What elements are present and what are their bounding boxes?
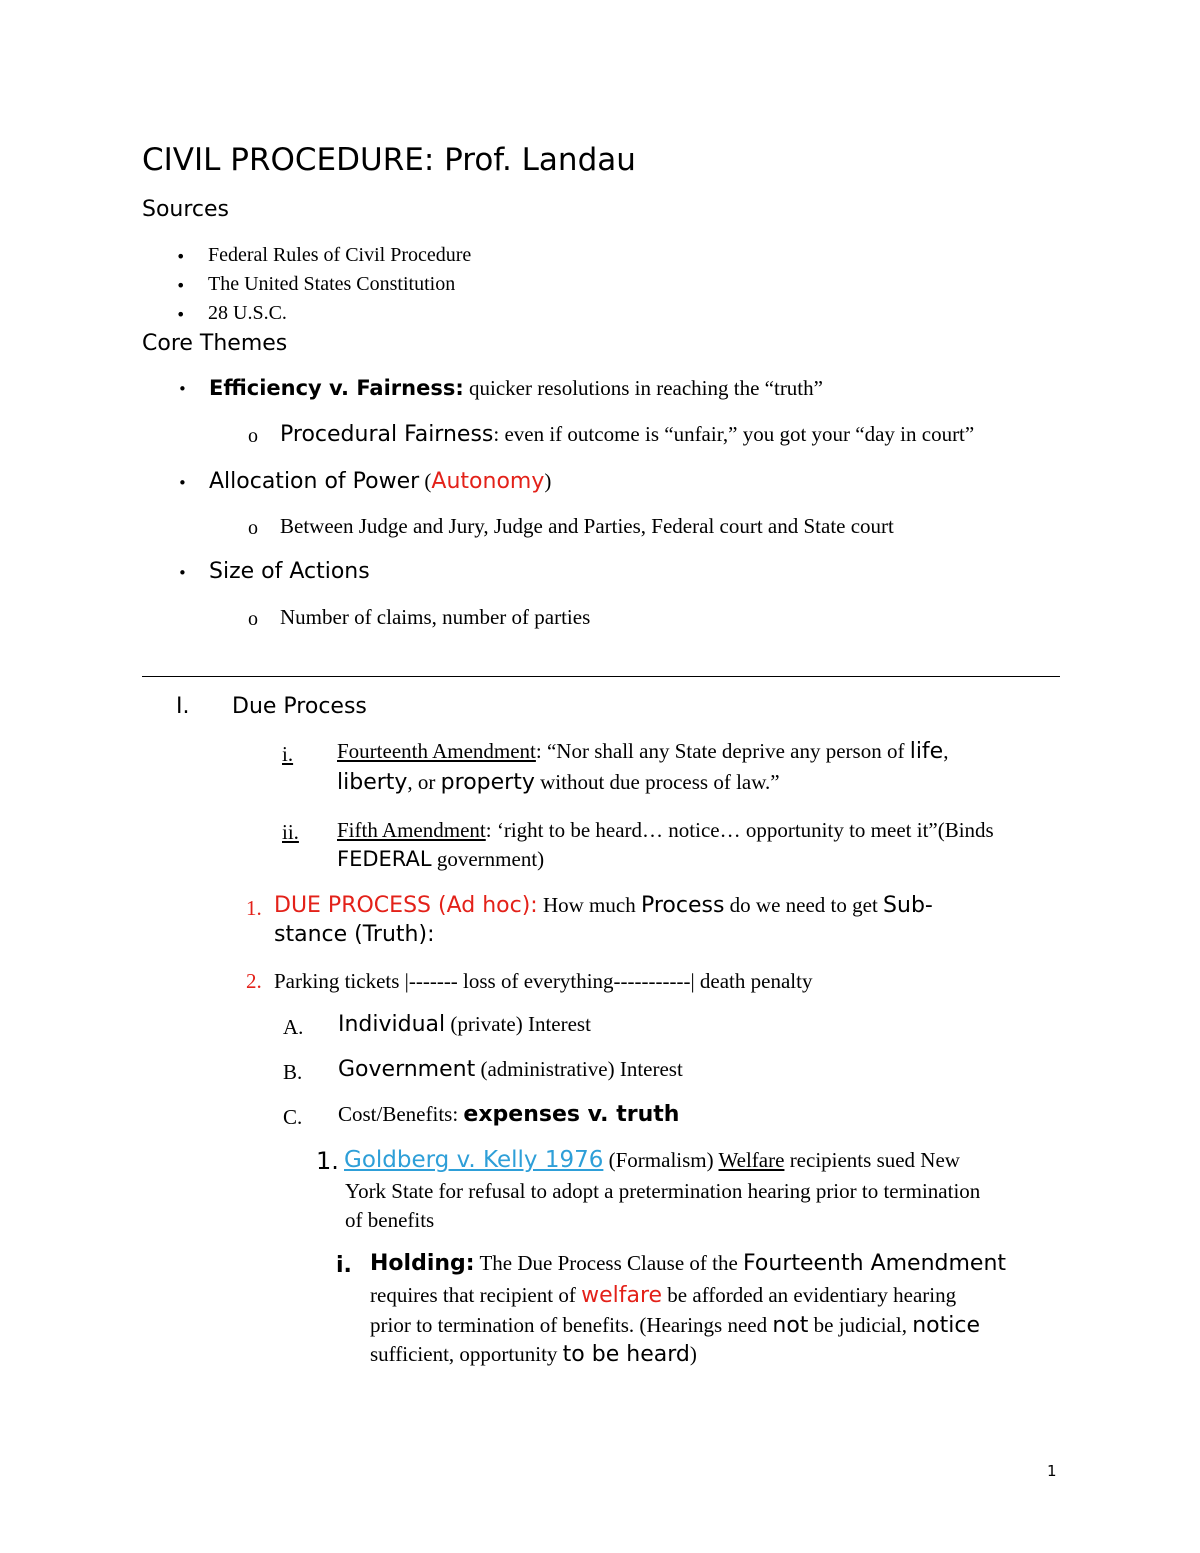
item-number: 1.: [246, 896, 262, 920]
case-line2: York State for refusal to adopt a pretermination hearing prior to termination: [345, 1179, 981, 1203]
circle-bullet-icon: o: [248, 608, 258, 630]
factor-individual: Individual (private) Interest: [338, 1012, 591, 1037]
theme-procedural-fairness: [280, 422, 974, 447]
factor-government: Government (administrative) Interest: [338, 1057, 683, 1082]
due-process-heading: DUE PROCESS (Ad hoc):: [274, 893, 538, 918]
core-themes-heading: Core Themes: [142, 331, 288, 356]
factor-letter: A.: [283, 1015, 304, 1039]
page-number: 1: [1047, 1462, 1057, 1480]
theme-label: Allocation of Power: [209, 469, 420, 494]
subitem-marker: i.: [282, 742, 294, 766]
circle-bullet-icon: o: [248, 425, 258, 447]
theme-efficiency: [209, 376, 823, 401]
bullet-icon: •: [176, 247, 186, 266]
fourteenth-amendment-line2: liberty, or property without due process of law.”: [337, 770, 780, 795]
due-process-line2: stance (Truth):: [274, 922, 435, 947]
holding-line4: sufficient, opportunity to be heard): [370, 1342, 697, 1367]
case-number: 1.: [316, 1147, 339, 1175]
case-line1: Goldberg v. Kelly 1976 (Formalism) Welfare recipients sued New: [344, 1147, 960, 1173]
bullet-icon: •: [178, 380, 187, 398]
list-item: Federal Rules of Civil Procedure: [208, 244, 472, 266]
factor-letter: C.: [283, 1105, 303, 1129]
spectrum-text: Parking tickets |------- loss of everything-----------| death penalty: [274, 969, 813, 993]
theme-text: Between Judge and Jury, Judge and Parties, Federal court and State court: [280, 514, 894, 538]
section-divider: [142, 676, 1060, 677]
list-item: The United States Constitution: [208, 273, 456, 295]
theme-label: Efficiency v. Fairness:: [209, 376, 464, 400]
section-title: Due Process: [232, 694, 367, 719]
sources-heading: Sources: [142, 197, 230, 222]
holding-label: Holding:: [370, 1251, 475, 1276]
holding-marker: i.: [336, 1253, 352, 1278]
item-number: 2.: [246, 969, 262, 993]
circle-bullet-icon: o: [248, 517, 258, 539]
subitem-marker: ii.: [282, 820, 299, 844]
theme-size-of-actions: Size of Actions: [209, 559, 370, 584]
amendment-label: Fourteenth Amendment: [337, 739, 536, 763]
case-line3: of benefits: [345, 1208, 435, 1232]
holding-line1: Holding: The Due Process Clause of the Fourteenth Amendment: [370, 1251, 1007, 1276]
factor-cost-benefits: Cost/Benefits: expenses v. truth: [338, 1102, 680, 1127]
bullet-icon: •: [176, 276, 186, 295]
section-numeral: I.: [176, 694, 190, 719]
bullet-icon: •: [178, 474, 187, 492]
fourteenth-amendment-line1: Fourteenth Amendment: “Nor shall any State deprive any person of life,: [337, 739, 949, 764]
theme-text: : even if outcome is “unfair,” you got your “day in court”: [493, 422, 975, 446]
autonomy-term: Autonomy: [431, 469, 545, 494]
case-link[interactable]: Goldberg v. Kelly 1976: [344, 1147, 604, 1173]
list-item: 28 U.S.C.: [208, 302, 287, 324]
holding-line3: prior to termination of benefits. (Hearings need not be judicial, notice: [370, 1313, 980, 1338]
document-title: CIVIL PROCEDURE: Prof. Landau: [142, 142, 636, 178]
holding-line2: requires that recipient of welfare be afforded an evidentiary hearing: [370, 1283, 957, 1308]
bullet-icon: •: [178, 564, 187, 582]
theme-text: quicker resolutions in reaching the “truth”: [463, 376, 823, 400]
fifth-amendment-line1: Fifth Amendment: ‘right to be heard… notice… opportunity to meet it”(Binds: [337, 818, 994, 842]
amendment-label: Fifth Amendment: [337, 818, 486, 842]
theme-text: Number of claims, number of parties: [280, 605, 591, 629]
due-process-line1: DUE PROCESS (Ad hoc): How much Process do we need to get Sub-: [274, 893, 933, 918]
theme-allocation: Allocation of Power (Autonomy): [209, 469, 552, 494]
theme-label: Procedural Fairness: [280, 422, 494, 447]
bullet-icon: •: [176, 305, 186, 324]
factor-letter: B.: [283, 1060, 303, 1084]
fifth-amendment-line2: FEDERAL government): [337, 847, 545, 871]
